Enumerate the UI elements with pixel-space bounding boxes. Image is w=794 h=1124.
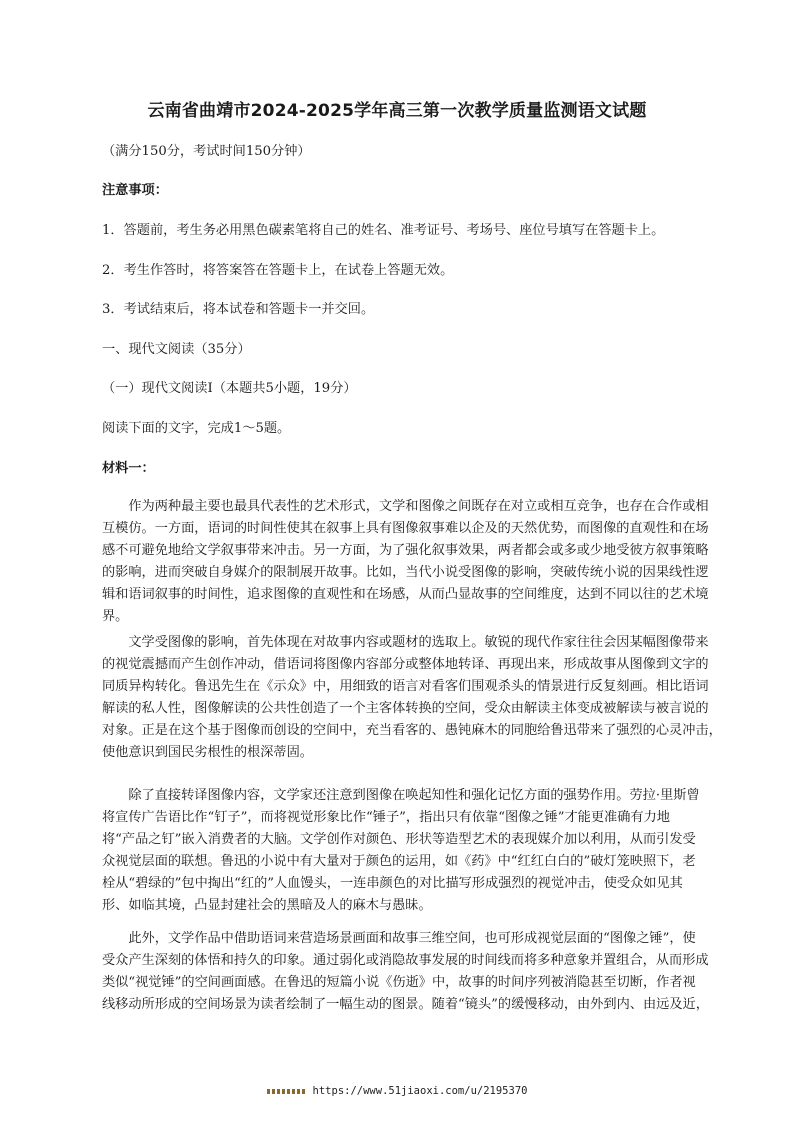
subsection-heading: （一）现代文阅读Ⅰ（本题共5小题，19分） xyxy=(102,381,357,396)
document-title: 云南省曲靖市2024-2025学年高三第一次教学质量监测语文试题 xyxy=(147,101,647,121)
material-label: 材料一： xyxy=(102,461,155,476)
paragraph-line: 将“产品之钉”嵌入消费者的大脑。文学创作对颜色、形状等造型艺术的表现媒介加以利用，从而引发受 xyxy=(102,832,696,847)
page-footer xyxy=(0,1085,794,1097)
notice-heading: 注意事项： xyxy=(102,183,168,198)
section-heading: 一、现代文阅读（35分） xyxy=(102,342,251,357)
paragraph-line: 解读的私人性，图像解读的公共性创造了一个主客体转换的空间，受众由解读主体变成被解读与被言说的 xyxy=(102,701,709,716)
paragraph-line: 界。 xyxy=(102,609,129,624)
paragraph-4 xyxy=(102,928,726,1016)
paragraph-line: 受众产生深刻的体悟和持久的印象。通过弱化或消隐故事发展的时间线而将多种意象并置组合，从而形成 xyxy=(102,953,709,968)
notice-item: 3．考试结束后，将本试卷和答题卡一并交回。 xyxy=(102,302,375,317)
paragraph-3 xyxy=(102,785,726,917)
paragraph-1 xyxy=(102,496,726,628)
paragraph-line: 形、如临其境，凸显封建社会的黑暗及人的麻木与愚昧。 xyxy=(102,898,432,913)
paragraph-line: 辑和语词叙事的时间性，追求图像的直观性和在场感，从而凸显故事的空间维度，达到不同以往的艺术境 xyxy=(102,587,709,602)
watermark-logo-icon xyxy=(267,1089,307,1094)
paragraph-line: 众视觉层面的联想。鲁迅的小说中有大量对于颜色的运用，如《药》中“红红白白的”破灯笼映照下，老 xyxy=(102,854,696,869)
paragraph-2 xyxy=(102,632,726,764)
notice-item: 1．答题前，考生务必用黑色碳素笔将自己的姓名、准考证号、考场号、座位号填写在答题卡上。 xyxy=(102,223,665,238)
notice-item: 2．考生作答时，将答案答在答题卡上，在试卷上答题无效。 xyxy=(102,263,454,278)
paragraph-line: 类似“视觉锤”的空间画面感。在鲁迅的短篇小说《伤逝》中，故事的时间序列被消隐甚至切断，作者视 xyxy=(102,975,696,990)
paragraph-line: 作为两种最主要也最具代表性的艺术形式，文学和图像之间既存在对立或相互竞争，也存在合作或相 xyxy=(102,499,709,514)
paragraph-line: 感不可避免地给文学叙事带来冲击。另一方面，为了强化叙事效果，两者都会或多或少地受彼方叙事策略 xyxy=(102,543,709,558)
paragraph-line: 栓从“碧绿的”包中掏出“红的”人血馒头，一连串颜色的对比描写形成强烈的视觉冲击，使受众如见其 xyxy=(102,876,683,891)
paragraph-line: 此外，文学作品中借助语词来营造场景画面和故事三维空间，也可形成视觉层面的“图像之锤”，使 xyxy=(102,931,696,946)
footer-url[interactable]: https://www.51jiaoxi.com/u/2195370 xyxy=(312,1085,528,1097)
paragraph-line: 的影响，进而突破自身媒介的限制展开故事。比如，当代小说受图像的影响，突破传统小说的因果线性逻 xyxy=(102,565,709,580)
instruction-text: 阅读下面的文字，完成1～5题。 xyxy=(102,421,291,436)
paragraph-line: 线移动所形成的空间场景为读者绘制了一幅生动的图景。随着“镜头”的缓慢移动，由外到内、由远及近， xyxy=(102,997,709,1012)
paragraph-line: 除了直接转译图像内容，文学家还注意到图像在唤起知性和强化记忆方面的强势作用。劳拉·里斯曾 xyxy=(102,788,700,803)
paragraph-line: 使他意识到国民劣根性的根深蒂固。 xyxy=(102,745,313,760)
paragraph-line: 对象。正是在这个基于图像而创设的空间中，充当看客的、愚钝麻木的同胞给鲁迅带来了强烈的心灵冲击， xyxy=(102,723,722,738)
paragraph-line: 文学受图像的影响，首先体现在对故事内容或题材的选取上。敏锐的现代作家往往会因某幅图像带来 xyxy=(102,635,709,650)
paragraph-line: 的视觉震撼而产生创作冲动，借语词将图像内容部分或整体地转译、再现出来，形成故事从图像到文字的 xyxy=(102,657,709,672)
paragraph-line: 将宣传广告语比作“钉子”，而将视觉形象比作“锤子”，指出只有依靠“图像之锤”才能更准确有力地 xyxy=(102,810,670,825)
exam-info: （满分150分，考试时间150分钟） xyxy=(102,144,311,159)
paragraph-line: 互模仿。一方面，语词的时间性使其在叙事上具有图像叙事难以企及的天然优势，而图像的直观性和在场 xyxy=(102,521,709,536)
paragraph-line: 同质异构转化。鲁迅先生在《示众》中，用细致的语言对看客们围观杀头的情景进行反复刻画。相比语词 xyxy=(102,679,709,694)
